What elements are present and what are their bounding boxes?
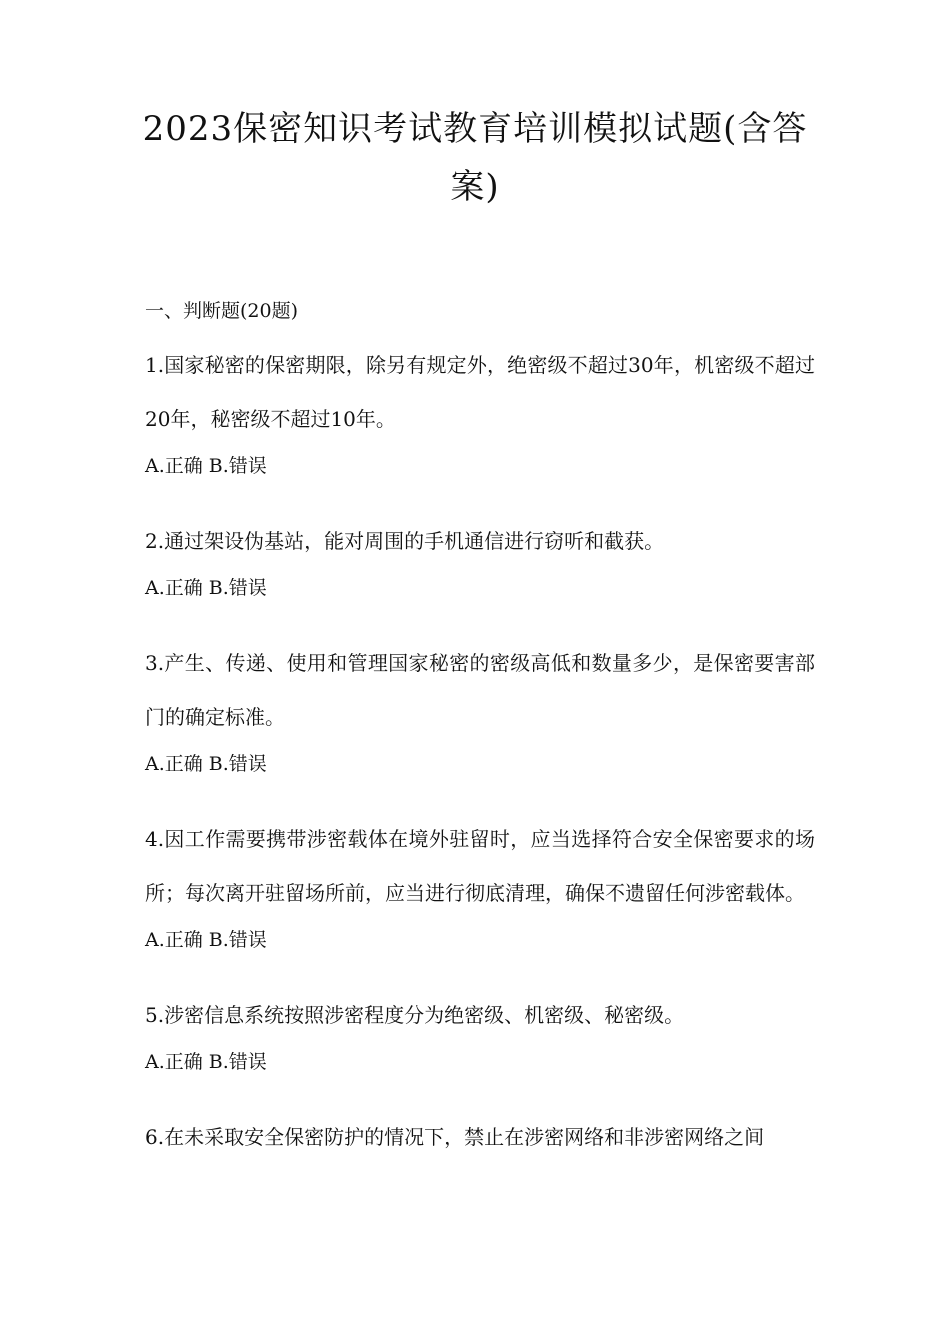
question-text: 2.通过架设伪基站，能对周围的手机通信进行窃听和截获。	[145, 529, 665, 553]
question-options: A.正确 B.错误	[145, 577, 267, 599]
question-text: 3.产生、传递、使用和管理国家秘密的密级高低和数量多少，是保密要害部门的确定标准。	[145, 651, 815, 729]
question-5	[145, 988, 815, 1082]
question-4	[145, 812, 815, 960]
question-text: 6.在未采取安全保密防护的情况下，禁止在涉密网络和非涉密网络之间	[145, 1125, 765, 1149]
question-list	[145, 338, 815, 1192]
question-1	[145, 338, 815, 486]
question-options: A.正确 B.错误	[145, 1051, 267, 1073]
question-text: 4.因工作需要携带涉密载体在境外驻留时，应当选择符合安全保密要求的场所；每次离开驻留场所前，应当进行彻底清理，确保不遗留任何涉密载体。	[145, 827, 815, 905]
question-2	[145, 514, 815, 608]
question-6	[145, 1110, 815, 1164]
document-title: 2023保密知识考试教育培训模拟试题(含答案)	[142, 109, 808, 207]
question-text: 5.涉密信息系统按照涉密程度分为绝密级、机密级、秘密级。	[145, 1003, 685, 1027]
question-3	[145, 636, 815, 784]
question-options: A.正确 B.错误	[145, 753, 267, 775]
question-options: A.正确 B.错误	[145, 455, 267, 477]
section-heading: 一、判断题(20题)	[145, 300, 299, 322]
question-text: 1.国家秘密的保密期限，除另有规定外，绝密级不超过30年，机密级不超过20年，秘密级不超过10年。	[145, 353, 815, 431]
question-options: A.正确 B.错误	[145, 929, 267, 951]
